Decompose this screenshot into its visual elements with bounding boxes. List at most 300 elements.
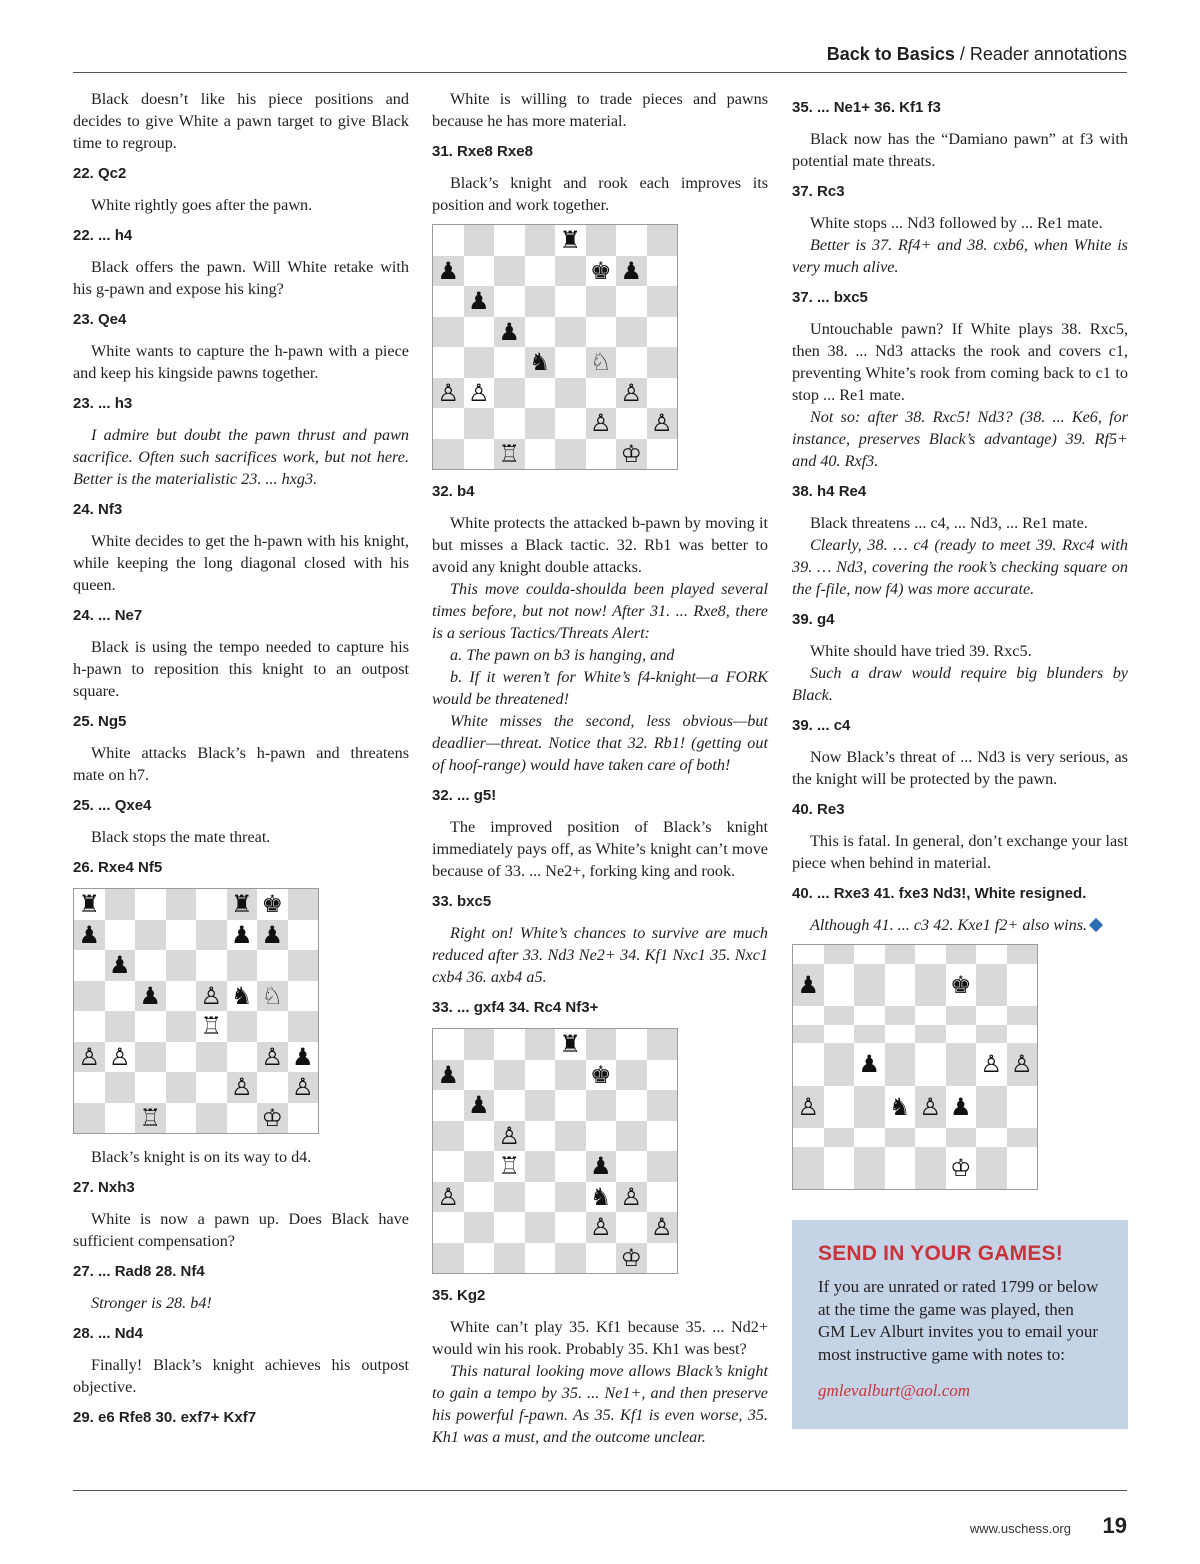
board-square [976, 1025, 1007, 1044]
board-square [525, 408, 556, 439]
commentary-paragraph: Untouchable pawn? If White plays 38. Rxc5, then 38. ... Nd3 attacks the rook and covers c1, preventing White’s rook from coming back to c1 to stop ... Re1 mate. [792, 320, 1128, 404]
board-square [976, 1006, 1007, 1025]
black-pawn-icon: ♟ [464, 1090, 495, 1121]
board-square [494, 1029, 525, 1060]
board-square [946, 1006, 977, 1025]
board-square [494, 1182, 525, 1213]
board-square [854, 1147, 885, 1190]
board-square [494, 256, 525, 287]
board-square [433, 1090, 464, 1121]
board-square [793, 1043, 824, 1086]
black-king-icon: ♚ [257, 889, 288, 920]
board-square [555, 1151, 586, 1182]
board-square [433, 225, 464, 256]
board-square [824, 945, 855, 964]
white-rook-icon: ♖ [494, 1151, 525, 1182]
board-square [854, 945, 885, 964]
white-knight-icon: ♘ [257, 981, 288, 1012]
board-square [433, 1212, 464, 1243]
move-heading: 31. Rxe8 Rxe8 [432, 143, 533, 160]
chess-diagram [792, 944, 1038, 1190]
annotator-note: Not so: after 38. Rxc5! Nd3? (38. ... Ke6, for instance, preserves Black’s advantage) 39. Rf5+ and 40. Rxf3. [792, 408, 1128, 470]
commentary-paragraph: Black threatens ... c4, ... Nd3, ... Re1 mate. [810, 514, 1088, 532]
board-square [647, 1029, 678, 1060]
move-heading: 29. e6 Rfe8 30. exf7+ Kxf7 [73, 1409, 257, 1426]
board-square [227, 1103, 258, 1134]
board-square [976, 964, 1007, 1007]
black-pawn-icon: ♟ [946, 1086, 977, 1129]
board-square [525, 1212, 556, 1243]
board-square [494, 408, 525, 439]
white-king-icon: ♔ [257, 1103, 288, 1134]
black-pawn-icon: ♟ [135, 981, 166, 1012]
board-square [976, 1147, 1007, 1190]
black-pawn-icon: ♟ [433, 1060, 464, 1091]
annotator-note: Right on! White’s chances to survive are much reduced after 33. Nd3 Ne2+ 34. Kf1 Nxc1 35. Nxc1 cxb4 36. axb4 a5. [432, 924, 768, 986]
annotator-note: Stronger is 28. b4! [91, 1294, 212, 1312]
send-games-title: SEND IN YOUR GAMES! [818, 1242, 1063, 1265]
board-square [555, 1121, 586, 1152]
board-square [885, 1025, 916, 1044]
move-heading: 32. b4 [432, 483, 475, 500]
move-heading: 25. ... Qxe4 [73, 797, 152, 814]
board-square [586, 378, 617, 409]
white-pawn-icon: ♙ [616, 1182, 647, 1213]
board-square [793, 1006, 824, 1025]
board-square [555, 347, 586, 378]
board-square [494, 286, 525, 317]
white-pawn-icon: ♙ [227, 1072, 258, 1103]
board-square [525, 1029, 556, 1060]
board-square [433, 317, 464, 348]
board-square [525, 1151, 556, 1182]
email-link[interactable]: gmlevalburt@aol.com [818, 1381, 971, 1400]
white-pawn-icon: ♙ [74, 1042, 105, 1073]
board-square [464, 408, 495, 439]
board-square [586, 225, 617, 256]
board-square [616, 1029, 647, 1060]
board-square [946, 1025, 977, 1044]
board-square [525, 1121, 556, 1152]
white-pawn-icon: ♙ [494, 1121, 525, 1152]
board-square [1007, 1025, 1038, 1044]
move-heading: 35. ... Ne1+ 36. Kf1 f3 [792, 99, 941, 116]
board-square [555, 1090, 586, 1121]
commentary-paragraph: Black stops the mate threat. [91, 828, 271, 846]
board-square [464, 1212, 495, 1243]
black-king-icon: ♚ [946, 964, 977, 1007]
move-heading: 22. ... h4 [73, 227, 133, 244]
black-king-icon: ♚ [586, 256, 617, 287]
board-square [433, 408, 464, 439]
board-square [74, 981, 105, 1012]
board-square [135, 889, 166, 920]
commentary-paragraph: White attacks Black’s h-pawn and threatens mate on h7. [73, 744, 409, 784]
black-pawn-icon: ♟ [616, 256, 647, 287]
move-heading: 33. bxc5 [432, 893, 492, 910]
black-pawn-icon: ♟ [464, 286, 495, 317]
black-knight-icon: ♞ [586, 1182, 617, 1213]
board-square [915, 1006, 946, 1025]
commentary-paragraph: The improved position of Black’s knight immediately pays off, as White’s knight can’t move because of 33. ... Ne2+, forking king and rook. [432, 818, 768, 880]
board-square [105, 889, 136, 920]
column-left [73, 88, 409, 1438]
board-square [227, 1011, 258, 1042]
board-square [885, 1147, 916, 1190]
move-heading: 26. Rxe4 Nf5 [73, 859, 163, 876]
white-pawn-icon: ♙ [616, 378, 647, 409]
board-square [166, 889, 197, 920]
annotator-note [792, 914, 1128, 936]
board-square [105, 1072, 136, 1103]
board-square [616, 1060, 647, 1091]
board-square [824, 1128, 855, 1147]
board-square [525, 1243, 556, 1274]
board-square [1007, 945, 1038, 964]
board-square [647, 1151, 678, 1182]
commentary-paragraph: White is willing to trade pieces and pawns because he has more material. [432, 90, 768, 130]
board-square [464, 347, 495, 378]
move-heading: 37. Rc3 [792, 183, 845, 200]
board-square [915, 1025, 946, 1044]
board-square [166, 981, 197, 1012]
annotator-note: b. If it weren’t for White’s f4-knight—a FORK would be threatened! [432, 668, 768, 708]
black-pawn-icon: ♟ [74, 920, 105, 951]
board-square [946, 945, 977, 964]
board-square [946, 1043, 977, 1086]
board-square [824, 964, 855, 1007]
column-right [792, 88, 1128, 1429]
black-pawn-icon: ♟ [793, 964, 824, 1007]
board-square [288, 1103, 319, 1134]
move-heading: 39. g4 [792, 611, 835, 628]
move-heading: 27. Nxh3 [73, 1179, 135, 1196]
board-square [1007, 1006, 1038, 1025]
board-square [555, 1243, 586, 1274]
board-square [135, 920, 166, 951]
board-square [647, 1090, 678, 1121]
board-square [464, 439, 495, 470]
black-pawn-icon: ♟ [288, 1042, 319, 1073]
board-square [793, 1025, 824, 1044]
board-square [288, 889, 319, 920]
board-square [196, 1042, 227, 1073]
board-square [616, 1151, 647, 1182]
page-footer [73, 1490, 1127, 1538]
black-pawn-icon: ♟ [257, 920, 288, 951]
board-square [915, 964, 946, 1007]
commentary-paragraph: White protects the attacked b-pawn by moving it but misses a Black tactic. 32. Rb1 was better to avoid any knight double attacks. [432, 514, 768, 576]
board-square [227, 950, 258, 981]
board-square [433, 347, 464, 378]
white-pawn-icon: ♙ [586, 408, 617, 439]
board-square [494, 378, 525, 409]
board-square [464, 317, 495, 348]
running-header [73, 44, 1127, 73]
board-square [854, 1086, 885, 1129]
black-rook-icon: ♜ [74, 889, 105, 920]
board-square [555, 1060, 586, 1091]
board-square [555, 408, 586, 439]
board-square [647, 1182, 678, 1213]
board-square [288, 920, 319, 951]
board-square [915, 1043, 946, 1086]
black-pawn-icon: ♟ [105, 950, 136, 981]
board-square [946, 1128, 977, 1147]
move-heading: 23. ... h3 [73, 395, 133, 412]
board-square [464, 1060, 495, 1091]
board-square [105, 981, 136, 1012]
board-square [196, 1072, 227, 1103]
board-square [647, 347, 678, 378]
white-pawn-icon: ♙ [1007, 1043, 1038, 1086]
annotator-note: Such a draw would require big blunders by Black. [792, 664, 1128, 704]
board-square [433, 1029, 464, 1060]
commentary-paragraph: White can’t play 35. Kf1 because 35. ... Nd2+ would win his rook. Probably 35. Kh1 was best? [432, 1318, 768, 1358]
board-square [976, 1086, 1007, 1129]
commentary-paragraph: White is now a pawn up. Does Black have sufficient compensation? [73, 1210, 409, 1250]
board-square [793, 945, 824, 964]
board-square [166, 950, 197, 981]
board-square [647, 1060, 678, 1091]
board-square [525, 225, 556, 256]
commentary-paragraph: This is fatal. In general, don’t exchange your last piece when behind in material. [792, 832, 1128, 872]
annotator-note: Clearly, 38. … c4 (ready to meet 39. Rxc4 with 39. … Nd3, covering the rook’s checking square on the f-file, now f4) was more accurate. [792, 536, 1128, 598]
commentary-paragraph: White wants to capture the h-pawn with a piece and keep his kingside pawns together. [73, 342, 409, 382]
send-games-box [792, 1220, 1128, 1429]
black-knight-icon: ♞ [227, 981, 258, 1012]
board-square [525, 317, 556, 348]
board-square [464, 1182, 495, 1213]
move-heading: 40. Re3 [792, 801, 845, 818]
board-square [433, 1243, 464, 1274]
board-square [227, 1042, 258, 1073]
board-square [288, 950, 319, 981]
board-square [586, 1090, 617, 1121]
black-rook-icon: ♜ [227, 889, 258, 920]
board-square [647, 286, 678, 317]
board-square [824, 1147, 855, 1190]
commentary-paragraph: White stops ... Nd3 followed by ... Re1 mate. [810, 214, 1103, 232]
move-heading: 39. ... c4 [792, 717, 851, 734]
move-heading: 32. ... g5! [432, 787, 497, 804]
white-pawn-icon: ♙ [257, 1042, 288, 1073]
white-pawn-icon: ♙ [288, 1072, 319, 1103]
board-square [166, 1103, 197, 1134]
chess-diagram [432, 1028, 678, 1274]
board-square [74, 1011, 105, 1042]
white-pawn-icon: ♙ [793, 1086, 824, 1129]
board-square [1007, 1147, 1038, 1190]
black-pawn-icon: ♟ [227, 920, 258, 951]
board-square [555, 1212, 586, 1243]
white-rook-icon: ♖ [135, 1103, 166, 1134]
black-knight-icon: ♞ [525, 347, 556, 378]
board-square [166, 1011, 197, 1042]
white-pawn-icon: ♙ [976, 1043, 1007, 1086]
white-pawn-icon: ♙ [647, 1212, 678, 1243]
board-square [494, 1060, 525, 1091]
board-square [196, 1103, 227, 1134]
white-king-icon: ♔ [616, 439, 647, 470]
board-square [464, 1121, 495, 1152]
board-square [433, 439, 464, 470]
send-games-body: If you are unrated or rated 1799 or below at the time the game was played, then GM Lev Alburt invites you to email your most instructive game with notes to: [818, 1277, 1099, 1364]
board-square [915, 1147, 946, 1190]
board-square [288, 981, 319, 1012]
board-square [586, 1029, 617, 1060]
board-square [464, 225, 495, 256]
board-square [647, 256, 678, 287]
commentary-paragraph: Finally! Black’s knight achieves his outpost objective. [73, 1356, 409, 1396]
board-square [1007, 1128, 1038, 1147]
black-rook-icon: ♜ [555, 1029, 586, 1060]
board-square [586, 286, 617, 317]
board-square [135, 950, 166, 981]
board-square [647, 317, 678, 348]
end-of-article-icon [1089, 918, 1103, 932]
board-square [135, 1042, 166, 1073]
annotator-note: This move coulda-shoulda been played several times before, but not now! After 31. ... Rxe8, there is a serious Tactics/Threats Alert: [432, 580, 768, 642]
board-square [824, 1086, 855, 1129]
board-square [885, 964, 916, 1007]
white-king-icon: ♔ [616, 1243, 647, 1274]
white-pawn-icon: ♙ [586, 1212, 617, 1243]
board-square [616, 1212, 647, 1243]
black-pawn-icon: ♟ [854, 1043, 885, 1086]
white-king-icon: ♔ [946, 1147, 977, 1190]
board-square [647, 1121, 678, 1152]
board-square [647, 439, 678, 470]
board-square [647, 225, 678, 256]
board-square [586, 439, 617, 470]
board-square [525, 1182, 556, 1213]
board-square [586, 317, 617, 348]
board-square [915, 945, 946, 964]
board-square [976, 1128, 1007, 1147]
commentary-paragraph: White should have tried 39. Rxc5. [810, 642, 1032, 660]
board-square [616, 347, 647, 378]
board-square [616, 286, 647, 317]
black-pawn-icon: ♟ [494, 317, 525, 348]
board-square [885, 1006, 916, 1025]
board-square [647, 1243, 678, 1274]
board-square [885, 1043, 916, 1086]
move-heading: 33. ... gxf4 34. Rc4 Nf3+ [432, 999, 599, 1016]
move-heading: 22. Qc2 [73, 165, 127, 182]
black-pawn-icon: ♟ [433, 256, 464, 287]
board-square [433, 1151, 464, 1182]
move-heading: 40. ... Rxe3 41. fxe3 Nd3!, White resigned. [792, 885, 1087, 902]
annotator-note: White misses the second, less obvious—but deadlier—threat. Notice that 32. Rb1! (getting out of hoof-range) would have taken care of both! [432, 712, 768, 774]
board-square [433, 1121, 464, 1152]
board-square [135, 1072, 166, 1103]
board-square [976, 945, 1007, 964]
board-square [616, 225, 647, 256]
board-square [464, 1029, 495, 1060]
move-heading: 23. Qe4 [73, 311, 127, 328]
annotator-note: I admire but doubt the pawn thrust and pawn sacrifice. Often such sacrifices work, but not here. Better is the materialistic 23. ... hxg3. [73, 426, 409, 488]
board-square [525, 286, 556, 317]
board-square [135, 1011, 166, 1042]
commentary-paragraph: White decides to get the h-pawn with his knight, while keeping the long diagonal closed with his queen. [73, 532, 409, 594]
move-heading: 35. Kg2 [432, 1287, 486, 1304]
footer-website[interactable]: www.uschess.org [969, 1521, 1071, 1536]
move-heading: 24. ... Ne7 [73, 607, 143, 624]
annotator-note: This natural looking move allows Black’s knight to gain a tempo by 35. ... Ne1+, and then preserve his powerful f-pawn. As 35. Kf1 is even worse, 35. Kh1 was a must, and the outcome unclear. [432, 1362, 768, 1446]
board-square [525, 1090, 556, 1121]
board-square [525, 1060, 556, 1091]
board-square [196, 920, 227, 951]
board-square [74, 1103, 105, 1134]
white-pawn-icon: ♙ [433, 378, 464, 409]
board-square [1007, 964, 1038, 1007]
black-king-icon: ♚ [586, 1060, 617, 1091]
board-square [793, 1128, 824, 1147]
commentary-paragraph: Black is using the tempo needed to capture his h-pawn to reposition this knight to an outpost square. [73, 638, 409, 700]
board-square [494, 1243, 525, 1274]
board-square [616, 317, 647, 348]
board-square [464, 256, 495, 287]
board-square [464, 1151, 495, 1182]
board-square [494, 225, 525, 256]
column-middle [432, 88, 768, 1456]
board-square [854, 964, 885, 1007]
white-rook-icon: ♖ [494, 439, 525, 470]
board-square [854, 1025, 885, 1044]
commentary-paragraph: Black doesn’t like his piece positions and decides to give White a pawn target to give Black time to regroup. [73, 90, 409, 152]
chess-diagram [73, 888, 319, 1134]
board-square [793, 1147, 824, 1190]
board-square [494, 1212, 525, 1243]
board-square [105, 920, 136, 951]
chess-diagram [432, 224, 678, 470]
board-square [555, 317, 586, 348]
board-square [166, 1072, 197, 1103]
board-square [824, 1025, 855, 1044]
white-pawn-icon: ♙ [915, 1086, 946, 1129]
commentary-paragraph: Black now has the “Damiano pawn” at f3 with potential mate threats. [792, 130, 1128, 170]
board-square [494, 347, 525, 378]
board-square [555, 256, 586, 287]
board-square [555, 439, 586, 470]
move-heading: 25. Ng5 [73, 713, 127, 730]
white-pawn-icon: ♙ [105, 1042, 136, 1073]
board-square [74, 1072, 105, 1103]
page-number: 19 [1102, 1513, 1127, 1538]
board-square [555, 378, 586, 409]
board-square [105, 1011, 136, 1042]
move-heading: 28. ... Nd4 [73, 1325, 144, 1342]
commentary-paragraph: Black offers the pawn. Will White retake with his g-pawn and expose his king? [73, 258, 409, 298]
commentary-paragraph: Now Black’s threat of ... Nd3 is very serious, as the knight will be protected by the pawn. [792, 748, 1128, 788]
annotator-note-text: Although 41. ... c3 42. Kxe1 f2+ also wins. [810, 916, 1088, 934]
board-square [74, 950, 105, 981]
board-square [885, 1128, 916, 1147]
board-square [257, 950, 288, 981]
white-pawn-icon: ♙ [464, 378, 495, 409]
board-square [433, 286, 464, 317]
board-square [824, 1006, 855, 1025]
board-square [257, 1072, 288, 1103]
move-heading: 37. ... bxc5 [792, 289, 868, 306]
annotator-note: Better is 37. Rf4+ and 38. cxb6, when White is very much alive. [792, 236, 1128, 276]
board-square [885, 945, 916, 964]
board-square [824, 1043, 855, 1086]
white-rook-icon: ♖ [196, 1011, 227, 1042]
commentary-paragraph: Black’s knight is on its way to d4. [91, 1148, 312, 1166]
board-square [915, 1128, 946, 1147]
